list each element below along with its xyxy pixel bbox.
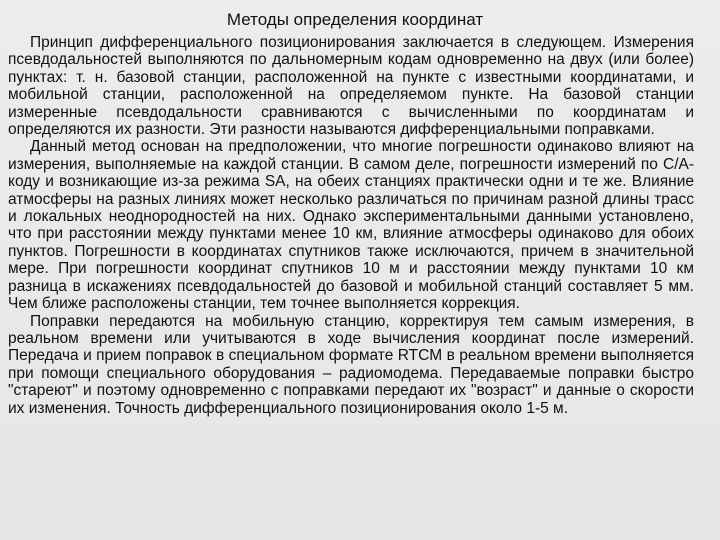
paragraph-corrections-transfer: Поправки передаются на мобильную станцию, корректируя тем самым измерения, в реальном времени или учитываются в ходе вычисления координат после измерений. Передача и прием поправок в специальном формате RTCM в реальном времени выполняется при помощи специального оборудования – радиомодема. Передаваемые поправки быстро "стареют" и поэтому одновременно с поправками передают их "возраст" и данные о скорости их изменения. Точность дифференциального позиционирования около 1-5 м.	[8, 312, 694, 417]
paragraph-method-assumption: Данный метод основан на предположении, что многие погрешности одинаково влияют на измерения, выполняемые на каждой станции. В самом деле, погрешности измерений по С/А-коду и возникающие из-за режима SA, на обеих станциях практически одни и те же. Влияние атмосферы на разных линиях может несколько различаться по причинам разной длины трасс и локальных неоднородностей на них. Однако экспериментальными данными установлено, что при расстоянии между пунктами менее 10 км, влияние атмосферы одинаково для обоих пунктов. Погрешности в координатах спутников также исключаются, причем в значительной мере. При погрешности координат спутников 10 м и расстоянии между пунктами 10 км разница в искажениях псевдодальностей до базовой и мобильной станций составляет 5 мм. Чем ближе расположены станции, тем точнее выполняется коррекция.	[8, 138, 694, 313]
page-title: Методы определения координат	[226, 10, 484, 29]
body-text	[8, 34, 694, 417]
paragraph-principle: Принцип дифференциального позиционирования заключается в следующем. Измерения псевдодальностей выполняются по дальномерным кодам одновременно на двух (или более) пунктах: т. н. базовой станции, расположенной на пункте с известными координатами, и мобильной станции, расположенной на определяемом пункте. На базовой станции измеренные псевдодальности сравниваются с вычисленными по координатам и определяются их разности. Эти разности называются дифференциальными поправками.	[8, 34, 694, 139]
